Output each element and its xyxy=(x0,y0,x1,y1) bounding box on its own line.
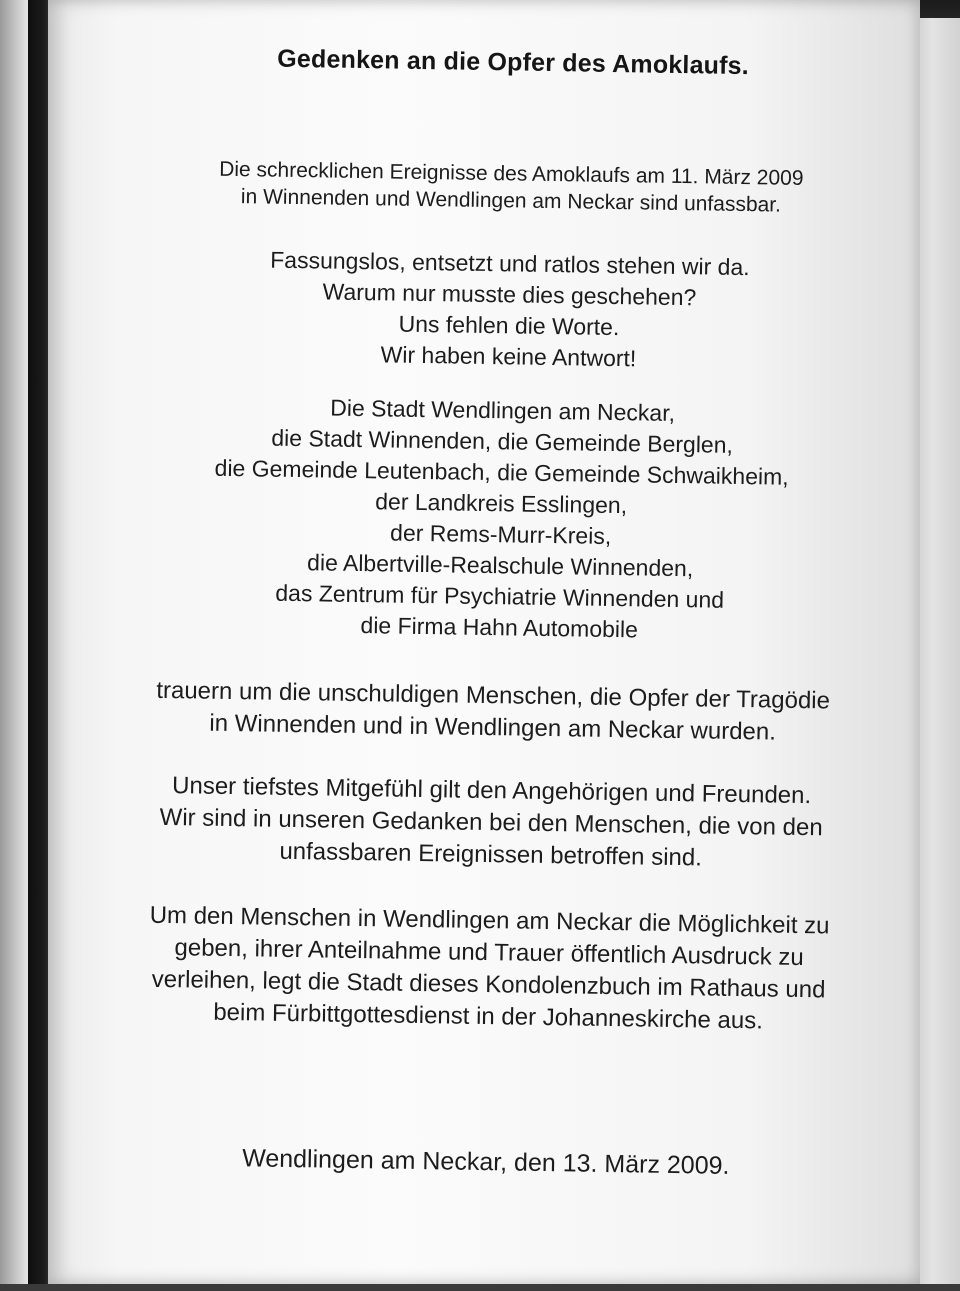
sympathy-line: unfassbaren Ereignissen betroffen sind. xyxy=(279,837,703,872)
grief-line: Uns fehlen die Worte. xyxy=(398,310,620,341)
intro-line: Die schrecklichen Ereignisse des Amoklaufs am 11. März 2009 xyxy=(219,157,804,190)
grief-line: Fassungslos, entsetzt und ratlos stehen wir da. xyxy=(270,246,750,281)
page-content xyxy=(38,0,930,1291)
condolence-book-line: geben, ihrer Anteilnahme und Trauer öffentlich Ausdruck zu xyxy=(174,934,804,972)
intro-line: in Winnenden und Wendlingen am Neckar sind unfassbar. xyxy=(240,185,782,217)
sympathy-line: Wir sind in unseren Gedanken bei den Menschen, die von den xyxy=(159,803,823,842)
organization-line: Die Stadt Wendlingen am Neckar, xyxy=(330,394,676,426)
place-date: Wendlingen am Neckar, den 13. März 2009. xyxy=(241,1144,730,1180)
mourning-paragraph xyxy=(46,673,919,751)
page-title: Gedenken an die Opfer des Amoklaufs. xyxy=(277,44,750,81)
organizations-paragraph xyxy=(48,388,924,650)
organization-line: die Stadt Winnenden, die Gemeinde Berglen, xyxy=(271,424,734,458)
grief-line: Wir haben keine Antwort! xyxy=(380,341,637,372)
organization-line: der Landkreis Esslingen, xyxy=(375,488,628,519)
organization-line: das Zentrum für Psychiatrie Winnenden und xyxy=(275,579,725,613)
condolence-book-paragraph xyxy=(42,898,916,1040)
grief-line: Warum nur musste dies geschehen? xyxy=(322,278,697,311)
book-cover-left xyxy=(0,0,28,1284)
organization-line: der Rems-Murr-Kreis, xyxy=(389,519,612,549)
organization-line: die Gemeinde Leutenbach, die Gemeinde Schwaikheim, xyxy=(214,454,789,490)
organization-line: die Firma Hahn Automobile xyxy=(360,612,639,643)
organization-line: die Albertville-Realschule Winnenden, xyxy=(306,549,694,582)
condolence-book-line: beim Fürbittgottesdienst in der Johanneskirche aus. xyxy=(213,998,764,1035)
intro-paragraph xyxy=(55,153,928,221)
condolence-book-line: verleihen, legt die Stadt dieses Kondolenzbuch im Rathaus und xyxy=(151,965,826,1004)
sympathy-line: Unser tiefstes Mitgefühl gilt den Angehörigen und Freunden. xyxy=(171,772,812,810)
mourning-line: in Winnenden und in Wendlingen am Neckar wurden. xyxy=(209,709,777,746)
mourning-line: trauern um die unschuldigen Menschen, die Opfer der Tragödie xyxy=(156,676,831,715)
condolence-book-line: Um den Menschen in Wendlingen am Neckar die Möglichkeit zu xyxy=(149,901,830,940)
condolence-page xyxy=(48,0,920,1284)
sympathy-paragraph xyxy=(44,768,917,878)
grief-paragraph xyxy=(52,241,926,379)
